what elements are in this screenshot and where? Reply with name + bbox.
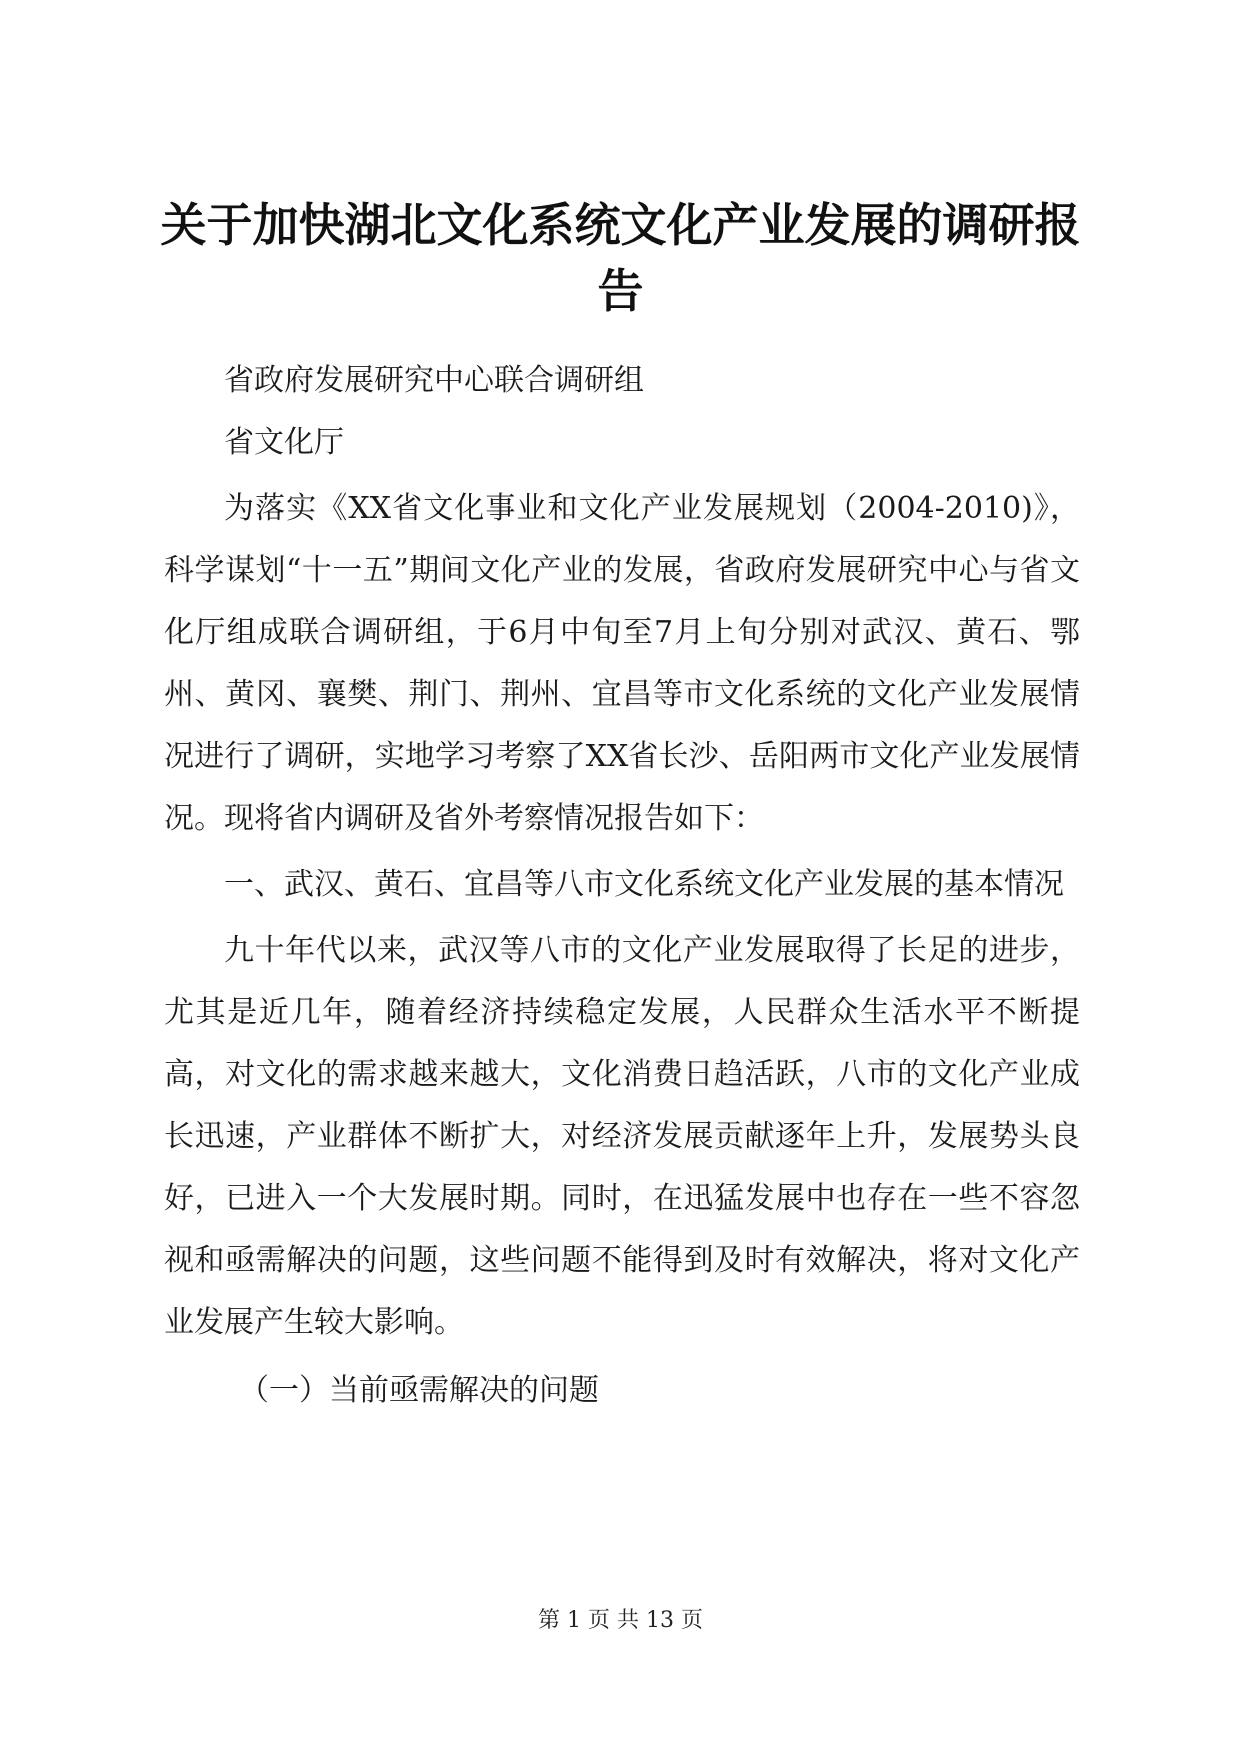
intro-paragraph: 为落实《XX省文化事业和文化产业发展规划（2004-2010)》，科学谋划“十一五”期间文化产业的发展，省政府发展研究中心与省文化厅组成联合调研组，于6月中旬至7月上旬分别对武汉、黄石、鄂州、黄冈、襄樊、荆门、荆州、宜昌等市文化系统的文化产业发展情况进行了调研，实地学习考察了XX省长沙、岳阳两市文化产业发展情况。现将省内调研及省外考察情况报告如下：: [164, 491, 1080, 836]
author-line-culture-dept: 省文化厅: [224, 425, 344, 460]
document-body: [164, 350, 1080, 1422]
author-line-research-group: 省政府发展研究中心联合调研组: [224, 363, 644, 398]
page-number-footer: 第 1 页 共 13 页: [538, 1608, 703, 1633]
document-title: 关于加快湖北文化系统文化产业发展的调研报告: [160, 198, 1081, 318]
subsection-heading-problems: （一）当前亟需解决的问题: [239, 1373, 599, 1408]
body-paragraph-development: 九十年代以来，武汉等八市的文化产业发展取得了长足的进步，尤其是近几年，随着经济持续稳定发展，人民群众生活水平不断提高，对文化的需求越来越大，文化消费日趋活跃，八市的文化产业成长迅速，产业群体不断扩大，对经济发展贡献逐年上升，发展势头良好，已进入一个大发展时期。同时，在迅猛发展中也存在一些不容忽视和亟需解决的问题，这些问题不能得到及时有效解决，将对文化产业发展产生较大影响。: [164, 933, 1080, 1340]
section-heading-basic-situation: 一、武汉、黄石、宜昌等八市文化系统文化产业发展的基本情况: [224, 867, 1064, 902]
